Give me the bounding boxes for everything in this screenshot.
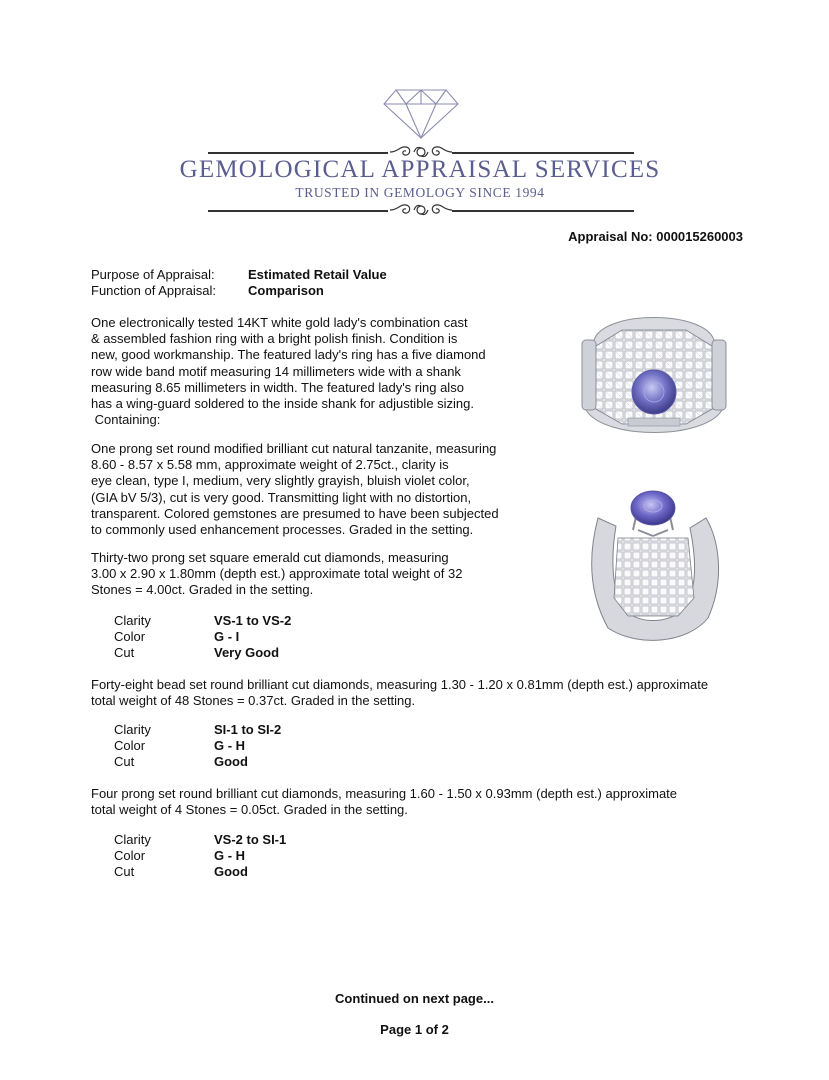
clarity-value: VS-2 to SI-1 — [214, 832, 287, 847]
appraisal-number: Appraisal No: 000015260003 — [568, 229, 743, 244]
ring-photo-front — [574, 300, 734, 448]
clarity-label: Clarity — [114, 613, 151, 628]
header-rule — [208, 210, 388, 212]
color-value: G - I — [214, 629, 240, 644]
tanzanite-line: (GIA bV 5/3), cut is very good. Transmitting light with no distortion, — [91, 489, 472, 505]
page-number: Page 1 of 2 — [380, 1022, 449, 1037]
group-1-line: Thirty-two prong set square emerald cut diamonds, measuring — [91, 550, 449, 565]
group-3-line: total weight of 4 Stones = 0.05ct. Graded in the setting. — [91, 802, 408, 818]
clarity-label: Clarity — [114, 722, 151, 737]
description-line: has a wing-guard soldered to the inside shank for adjustible sizing. — [91, 396, 475, 412]
company-tagline: TRUSTED IN GEMOLOGY SINCE 1994 — [295, 185, 545, 200]
description-line: measuring 8.65 millimeters in width. The featured lady's ring also — [91, 379, 464, 395]
color-value: G - H — [214, 848, 246, 863]
function-value: Comparison — [248, 283, 324, 298]
continued-note: Continued on next page... — [335, 991, 494, 1006]
tanzanite-line: 8.60 - 8.57 x 5.58 mm, approximate weight of 2.75ct., clarity is — [91, 457, 449, 473]
cut-value: Very Good — [214, 645, 280, 660]
color-label: Color — [114, 848, 146, 863]
group-3-line: Four prong set round brilliant cut diamonds, measuring 1.60 - 1.50 x 0.93mm (depth est.) approximate — [91, 786, 678, 801]
header-rule — [208, 152, 388, 154]
cut-label: Cut — [114, 645, 135, 660]
diamond-group-3-description — [91, 786, 677, 818]
cut-label: Cut — [114, 864, 135, 879]
cut-value: Good — [214, 754, 248, 769]
color-label: Color — [114, 738, 146, 753]
tanzanite-line: One prong set round modified brilliant cut natural tanzanite, measuring — [91, 441, 497, 456]
description-line: row wide band motif measuring 14 millimeters wide with a shank — [91, 363, 461, 379]
company-name: GEMOLOGICAL APPRAISAL SERVICES — [179, 156, 661, 183]
diamond-logo-icon — [382, 88, 460, 140]
color-label: Color — [114, 629, 146, 644]
group-2-line: total weight of 48 Stones = 0.37ct. Graded in the setting. — [91, 693, 416, 709]
cut-value: Good — [214, 864, 248, 879]
tanzanite-line: transparent. Colored gemstones are presumed to have been subjected — [91, 505, 499, 521]
ring-photo-side — [578, 488, 728, 646]
group-2-line: Forty-eight bead set round brilliant cut diamonds, measuring 1.30 - 1.20 x 0.81mm (depth est.) approximate — [91, 677, 709, 692]
group-1-line: 3.00 x 2.90 x 1.80mm (depth est.) approximate total weight of 32 — [91, 566, 463, 582]
description-line: new, good workmanship. The featured lady's ring has a five diamond — [91, 347, 486, 363]
description-line: Containing: — [91, 412, 161, 428]
description-line: & assembled fashion ring with a bright polish finish. Condition is — [91, 331, 458, 347]
ring-description — [91, 315, 486, 428]
purpose-value: Estimated Retail Value — [248, 267, 387, 282]
clarity-label: Clarity — [114, 832, 151, 847]
header-rule — [452, 210, 634, 212]
clarity-value: VS-1 to VS-2 — [214, 613, 292, 628]
diamond-group-1-description — [91, 550, 462, 599]
cut-label: Cut — [114, 754, 135, 769]
group-1-line: Stones = 4.00ct. Graded in the setting. — [91, 582, 314, 598]
tanzanite-line: eye clean, type I, medium, very slightly grayish, bluish violet color, — [91, 473, 470, 489]
description-line: One electronically tested 14KT white gold lady's combination cast — [91, 315, 468, 330]
tanzanite-description — [91, 441, 499, 538]
diamond-group-2-description — [91, 677, 708, 709]
color-value: G - H — [214, 738, 246, 753]
ornament-scroll-icon — [388, 201, 454, 219]
tanzanite-line: to commonly used enhancement processes. Graded in the setting. — [91, 522, 474, 538]
header-rule — [452, 152, 634, 154]
clarity-value: SI-1 to SI-2 — [214, 722, 282, 737]
purpose-label: Purpose of Appraisal: — [91, 267, 215, 282]
function-label: Function of Appraisal: — [91, 283, 217, 298]
